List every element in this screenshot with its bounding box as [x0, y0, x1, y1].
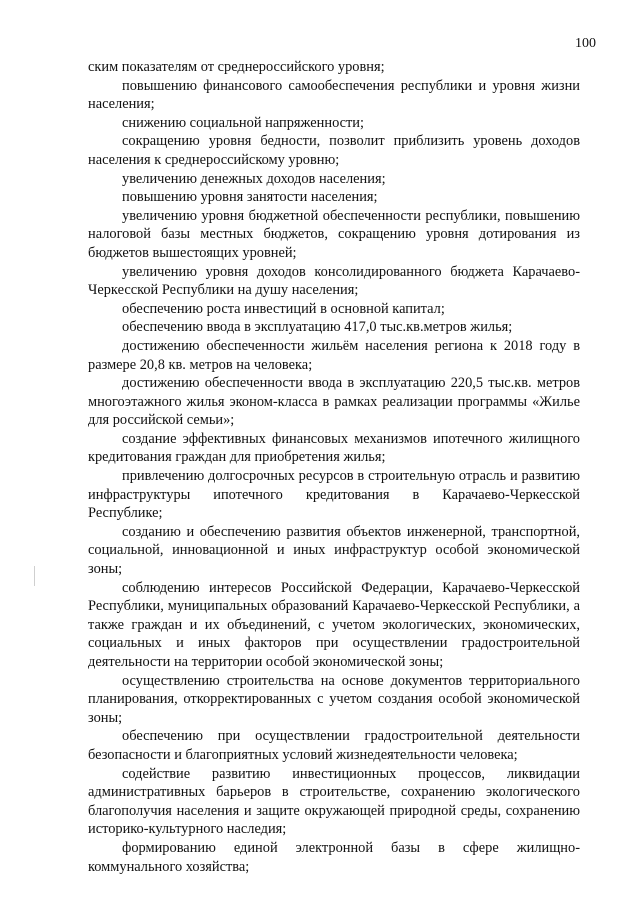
paragraph-20: формированию единой электронной базы в сфере жилищно-коммунального хозяйства;: [88, 839, 580, 875]
paragraph-12: достижению обеспеченности ввода в эксплуатацию 220,5 тыс.кв. метров многоэтажного жилья эконом-класса в рамках реализации программы «Жилье для российской семьи»;: [88, 375, 580, 429]
paragraph-3: снижению социальной напряженности;: [122, 114, 365, 131]
paragraph-15: созданию и обеспечению развития объектов инженерной, транспортной, социальной, инновационной и иных инфраструктур особой экономической зоны;: [88, 523, 580, 578]
paragraph-1: ским показателям от среднероссийского уровня;: [88, 59, 385, 75]
paragraph-17: осуществлению строительства на основе документов территориального планирования, откорректированных с учетом создания особой экономической зоны;: [88, 672, 580, 726]
paragraph-16: соблюдению интересов Российской Федерации, Карачаево-Черкесской Республики, муниципальных образований Карачаево-Черкесской Республики, а также граждан и их объединений, с учетом экологических, экономических, социальных и иных факторов при осуществлении градостроительной деятельности на территории особой экономической зоны;: [88, 579, 580, 670]
paragraph-14: привлечению долгосрочных ресурсов в строительную отрасль и развитию инфраструктуры ипотечного кредитования в Карачаево-Черкесской Республике;: [88, 468, 580, 522]
paragraph-10: обеспечению ввода в эксплуатацию 417,0 тыс.кв.метров жилья;: [122, 319, 513, 336]
paragraph-13: создание эффективных финансовых механизмов ипотечного жилищного кредитования граждан для приобретения жилья;: [88, 430, 580, 466]
document-body: [88, 58, 580, 876]
paragraph-4: сокращению уровня бедности, позволит приблизить уровень доходов населения к среднероссийскому уровню;: [88, 133, 580, 168]
paragraph-8: увеличению уровня доходов консолидированного бюджета Карачаево-Черкесской Республики на душу населения;: [88, 263, 580, 299]
paragraph-5: увеличению денежных доходов населения;: [122, 170, 386, 187]
paragraph-7: увеличению уровня бюджетной обеспеченности республики, повышению налоговой базы местных бюджетов, сокращению уровня дотирования из бюджетов вышестоящих уровней;: [88, 207, 580, 261]
paragraph-2: повышению финансового самообеспечения республики и уровня жизни населения;: [88, 77, 580, 113]
paragraph-6: повышению уровня занятости населения;: [122, 189, 378, 206]
paragraph-19: содействие развитию инвестиционных процессов, ликвидации административных барьеров в строительстве, сохранению экологического благополучия населения и защите окружающей природной среды, сохранению историко-культурного наследия;: [88, 765, 580, 838]
paragraph-9: обеспечению роста инвестиций в основной капитал;: [122, 300, 445, 317]
paragraph-18: обеспечению при осуществлении градостроительной деятельности безопасности и благоприятных условий жизнедеятельности человека;: [88, 728, 580, 763]
scan-margin-mark: [34, 566, 35, 586]
page-number: 100: [575, 36, 596, 51]
paragraph-11: достижению обеспеченности жильём населения региона к 2018 году в размере 20,8 кв. метров на человека;: [88, 337, 580, 373]
